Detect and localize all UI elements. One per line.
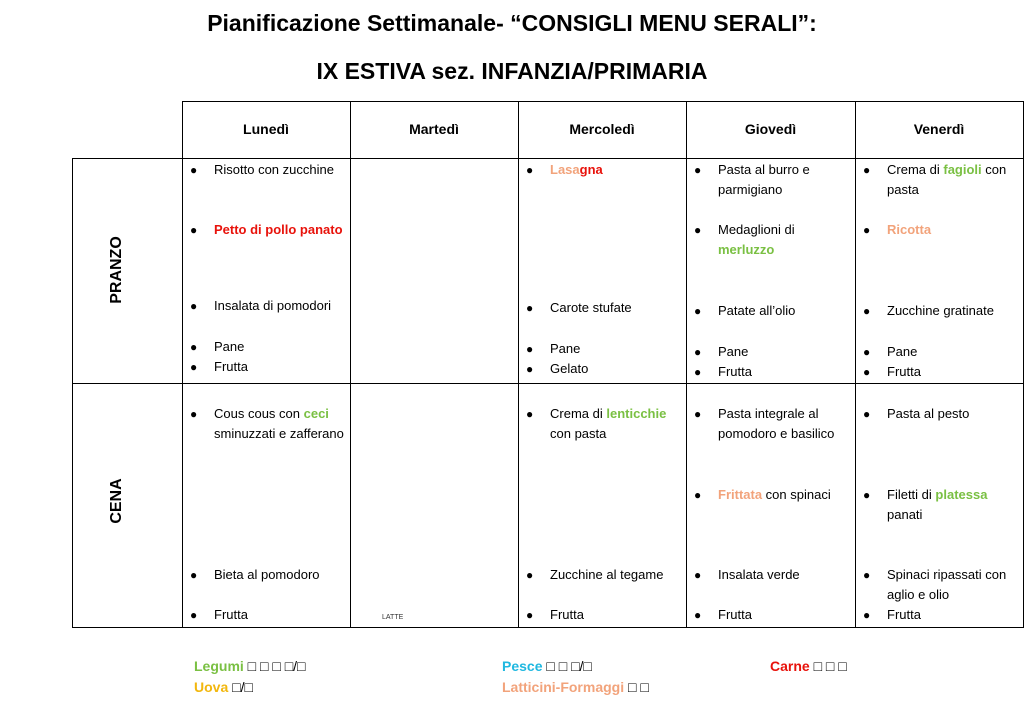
menu-item-text: [887, 362, 1017, 382]
bullet-icon: ●: [190, 407, 198, 421]
table-divider-pranzo-cena: [72, 383, 1024, 384]
legend-legumi-label: Legumi: [194, 658, 244, 674]
menu-item-text-part: Medaglioni di: [718, 222, 795, 237]
menu-item-text-part: Bieta al pomodoro: [214, 567, 320, 582]
page-title: Pianificazione Settimanale- “CONSIGLI MENU SERALI”:: [207, 10, 817, 36]
menu-item-text-part: Pasta al pesto: [887, 406, 970, 421]
menu-item-text-part: Crema di: [887, 162, 944, 177]
legend-carne-marks: □ □ □: [809, 658, 847, 674]
menu-item-text: [718, 485, 848, 505]
bullet-icon: ●: [694, 488, 702, 502]
menu-item-text-part: Pane: [718, 344, 749, 359]
table-col-divider: [518, 101, 519, 628]
bullet-icon: ●: [863, 304, 871, 318]
menu-item-text-part: Gelato: [550, 361, 589, 376]
menu-item-text-part: ceci: [303, 406, 329, 421]
menu-item-text-part: Frutta: [887, 607, 921, 622]
bullet-icon: ●: [190, 608, 198, 622]
bullet-icon: ●: [863, 608, 871, 622]
row-label-cena: CENA: [108, 478, 125, 524]
menu-item-text: [214, 160, 344, 180]
menu-item-text: [718, 565, 848, 585]
table-border-bottom: [72, 627, 1024, 628]
bullet-icon: ●: [694, 568, 702, 582]
bullet-icon: ●: [526, 362, 534, 376]
bullet-icon: ●: [694, 365, 702, 379]
menu-item-text-part: Petto di pollo panato: [214, 222, 343, 237]
menu-item-text-part: con pasta: [887, 162, 1007, 197]
bullet-icon: ●: [190, 340, 198, 354]
day-header-martedi: Martedì: [409, 121, 459, 137]
menu-item-text: [550, 339, 680, 359]
bullet-icon: ●: [863, 223, 871, 237]
legend-latticini: [502, 679, 649, 695]
menu-item-text-part: Frutta: [718, 364, 752, 379]
bullet-icon: ●: [694, 223, 702, 237]
legend-carne-label: Carne: [770, 658, 810, 674]
menu-item-text-part: Zucchine al tegame: [550, 567, 664, 582]
menu-item-text: [550, 605, 680, 625]
menu-item-text: [718, 342, 848, 362]
day-header-giovedi: Giovedì: [744, 121, 797, 137]
menu-item-text: [718, 362, 848, 382]
menu-item-text-part: fagioli: [943, 162, 982, 177]
legend-uova: [194, 679, 253, 695]
table-col-divider: [350, 101, 351, 628]
menu-item-text: [887, 160, 1017, 200]
legend-carne: [770, 658, 847, 674]
menu-item-text: [887, 485, 1017, 525]
menu-item-text: [550, 359, 680, 379]
day-header-mercoledi: Mercoledì: [569, 121, 635, 137]
legend-legumi: [194, 658, 306, 674]
menu-item-text-part: Pane: [550, 341, 581, 356]
bullet-icon: ●: [190, 299, 198, 313]
menu-item-text-part: Frutta: [887, 364, 921, 379]
day-header-lunedi: Lunedì: [243, 121, 289, 137]
menu-item-text: [718, 160, 848, 200]
bullet-icon: ●: [190, 163, 198, 177]
bullet-icon: ●: [863, 365, 871, 379]
menu-item-text: [887, 605, 1017, 625]
bullet-icon: ●: [694, 304, 702, 318]
menu-item-text-part: Pane: [214, 339, 245, 354]
table-col-divider: [182, 101, 183, 628]
table-border-left: [72, 158, 73, 628]
bullet-icon: ●: [190, 223, 198, 237]
menu-item-text-part: Frittata: [718, 487, 763, 502]
menu-item-text-part: Pasta al burro e parmigiano: [718, 162, 810, 197]
menu-item-text: [718, 301, 848, 321]
menu-item-text-part: Patate all’olio: [718, 303, 796, 318]
menu-item-text: [718, 605, 848, 625]
menu-item-text-part: sminuzzati e zafferano: [214, 426, 344, 441]
page-subtitle: IX ESTIVA sez. INFANZIA/PRIMARIA: [316, 58, 708, 84]
menu-item-text-part: platessa: [935, 487, 988, 502]
menu-item-text: [550, 404, 680, 444]
menu-item-text: [887, 301, 1017, 321]
bullet-icon: ●: [863, 345, 871, 359]
menu-item-text: [887, 565, 1017, 605]
menu-item-text-part: merluzzo: [718, 242, 775, 257]
menu-item-text: [214, 337, 344, 357]
bullet-icon: ●: [863, 568, 871, 582]
menu-item-text-part: Insalata verde: [718, 567, 800, 582]
menu-item-text-part: Risotto con zucchine: [214, 162, 334, 177]
menu-item-text-part: con pasta: [550, 426, 607, 441]
menu-item-text-part: lenticchie: [606, 406, 667, 421]
table-divider-header: [72, 158, 1024, 159]
menu-item-text-part: Frutta: [214, 607, 248, 622]
legend-latticini-label: Latticini-Formaggi: [502, 679, 625, 695]
table-col-divider: [855, 101, 856, 628]
menu-item-text-part: Insalata di pomodori: [214, 298, 332, 313]
faint-text: LATTE: [382, 614, 404, 621]
menu-item-text: [214, 220, 344, 240]
bullet-icon: ●: [526, 163, 534, 177]
bullet-icon: ●: [694, 407, 702, 421]
menu-item-text: [214, 404, 344, 444]
menu-item-text-part: Frutta: [214, 359, 248, 374]
menu-item-text: [214, 357, 344, 377]
menu-item-text-part: Lasa: [550, 162, 580, 177]
row-label-pranzo: PRANZO: [108, 236, 125, 304]
bullet-icon: ●: [526, 342, 534, 356]
menu-item-text: [214, 565, 344, 585]
bullet-icon: ●: [526, 608, 534, 622]
legend-uova-marks: □/□: [228, 679, 253, 695]
bullet-icon: ●: [526, 301, 534, 315]
legend-uova-label: Uova: [194, 679, 229, 695]
menu-item-text: [718, 404, 848, 444]
bullet-icon: ●: [526, 568, 534, 582]
menu-item-text: [550, 298, 680, 318]
bullet-icon: ●: [190, 568, 198, 582]
bullet-icon: ●: [863, 407, 871, 421]
bullet-icon: ●: [694, 163, 702, 177]
menu-item-text: [887, 342, 1017, 362]
menu-item-text: [887, 404, 1017, 424]
menu-item-text: [214, 605, 344, 625]
legend-pesce-label: Pesce: [502, 658, 543, 674]
menu-item-text-part: gna: [579, 162, 603, 177]
menu-item-text-part: Spinaci ripassati con aglio e olio: [887, 567, 1007, 602]
menu-item-text: [214, 296, 344, 316]
bullet-icon: ●: [863, 163, 871, 177]
menu-item-text-part: Crema di: [550, 406, 607, 421]
menu-item-text: [550, 160, 680, 180]
legend-pesce-marks: □ □ □/□: [542, 658, 592, 674]
bullet-icon: ●: [694, 608, 702, 622]
menu-item-text-part: Pasta integrale al pomodoro e basilico: [718, 406, 835, 441]
legend-pesce: [502, 658, 592, 674]
menu-item-text-part: Frutta: [550, 607, 584, 622]
bullet-icon: ●: [863, 488, 871, 502]
menu-item-text-part: Ricotta: [887, 222, 932, 237]
legend-legumi-marks: □ □ □ □/□: [243, 658, 306, 674]
menu-item-text: [718, 220, 848, 260]
day-header-venerdi: Venerdì: [913, 121, 965, 137]
menu-item-text-part: con spinaci: [762, 487, 831, 502]
legend-latticini-marks: □ □: [624, 679, 649, 695]
table-col-divider: [686, 101, 687, 628]
bullet-icon: ●: [190, 360, 198, 374]
menu-item-text-part: Carote stufate: [550, 300, 632, 315]
menu-item-text: [550, 565, 680, 585]
bullet-icon: ●: [526, 407, 534, 421]
menu-item-text-part: panati: [887, 507, 923, 522]
menu-item-text-part: Frutta: [718, 607, 752, 622]
bullet-icon: ●: [694, 345, 702, 359]
menu-item-text-part: Cous cous con: [214, 406, 304, 421]
menu-item-text-part: Zucchine gratinate: [887, 303, 994, 318]
menu-item-text: [887, 220, 1017, 240]
menu-item-text-part: Pane: [887, 344, 918, 359]
menu-item-text-part: Filetti di: [887, 487, 936, 502]
